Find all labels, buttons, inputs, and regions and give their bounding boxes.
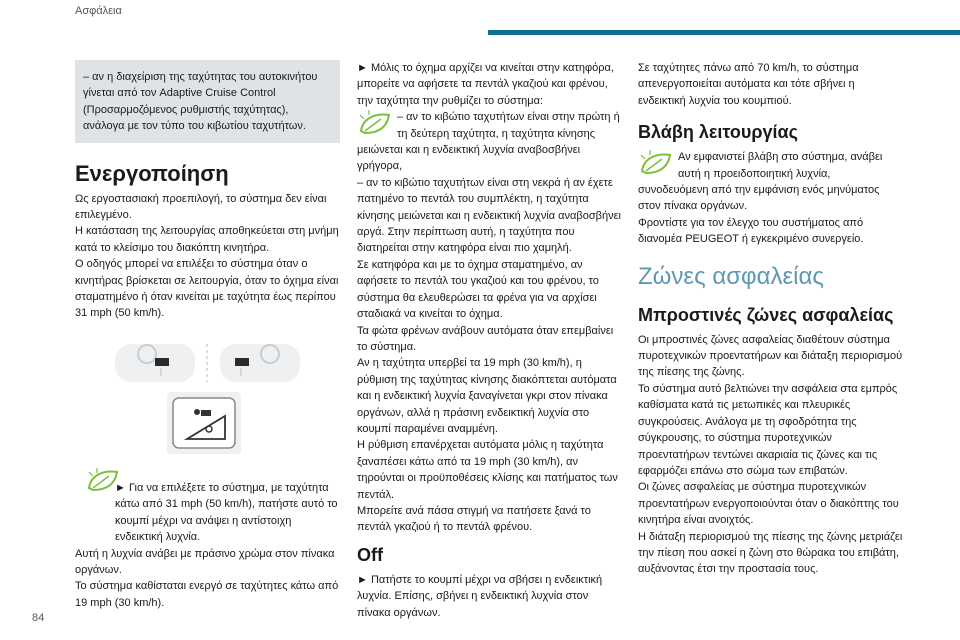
heading-seat-belts: Ζώνες ασφαλείας (638, 262, 824, 290)
paragraph: Φροντίστε για τον έλεγχο του συστήματος από διανομέα PEUGEOT ή εγκεκριμένο συνεργείο. (638, 216, 864, 246)
paragraph: ► Μόλις το όχημα αρχίζει να κινείται στην κατηφόρα, μπορείτε να αφήσετε τα πεντάλ γκαζιού και φρένου, την ταχύτητα την ρυθμίζει το σύστημα: (357, 62, 614, 107)
paragraph: Αν εμφανιστεί βλάβη στο σύστημα, ανάβει αυτή η προειδοποιητική λυχνία, συνοδευόμενη από την εμφάνιση ενός μηνύματος στον πίνακα οργάνων. (638, 151, 883, 213)
paragraph: ► Πατήστε το κουμπί μέχρι να σβήσει η ενδεικτική λυχνία. Επίσης, σβήνει η ενδεικτική λυχνία στον πίνακα οργάνων. (357, 573, 603, 619)
paragraph: Ως εργοστασιακή προεπιλογή, το σύστημα δεν είναι επιλεγμένο. (75, 192, 327, 222)
paragraph: Ο οδηγός μπορεί να επιλέξει το σύστημα όταν ο κινητήρας βρίσκεται σε λειτουργία, όταν το όχημα είναι σταματημένο ή όταν κινείται με ταχύτητα έως περίπου 31 mph (50 km/h). (75, 258, 339, 320)
paragraph: Αν η ταχύτητα υπερβεί τα 19 mph (30 km/h), η ρύθμιση της ταχύτητας κίνησης διακόπτεται αυτόματα και η ενδεικτική λυχνία ξαναγίνεται γκρι στον πίνακα οργάνων, αλλά η πράσινη ενδεικτική λυχνία στο κουμπί παραμένει αναμμένη. (357, 357, 617, 435)
paragraph: ► Για να επιλέξετε το σύστημα, με ταχύτητα κάτω από 31 mph (50 km/h), πατήστε αυτό το κουμπί μέχρι να ανάψει η αντίστοιχη ενδεικτική λυχνία. (115, 481, 338, 544)
page-number: 84 (32, 612, 45, 624)
dashboard-button-figure (75, 344, 340, 502)
running-header: Ασφάλεια (75, 5, 122, 17)
paragraph: Μπορείτε ανά πάσα στιγμή να πατήσετε ξανά το πεντάλ γκαζιού ή το πεντάλ φρένου. (357, 504, 591, 534)
heading-off: Off (357, 544, 383, 565)
paragraph: Το σύστημα καθίσταται ενεργό σε ταχύτητες κάτω από 19 mph (30 km/h). (75, 580, 339, 609)
note-text: – αν η διαχείριση της ταχύτητας του αυτοκινήτου γίνεται από τον Adaptive Cruise Control (Προσαρμοζόμενος ρυθμιστής ταχύτητας), ανάλογα με τον τύπο του κιβωτίου ταχυτήτων. (83, 71, 318, 133)
paragraph: Το σύστημα αυτό βελτιώνει την ασφάλεια στα εμπρός καθίσματα κατά τις μετωπικές και πλευρικές συγκρούσεις. Ανάλογα με τη σφοδρότητα της σύγκρουσης, το σύστημα πυροτεχνικών προεντατήρων τεντώνει ακαριαία τις ζώνες και τις εφαρμόζει επάνω στο σώμα των επιβατών. (638, 382, 898, 477)
heading-activation: Ενεργοποίηση (75, 160, 229, 186)
column-2 (357, 60, 622, 621)
header-accent-bar (488, 30, 960, 35)
heading-front-seat-belts: Μπροστινές ζώνες ασφαλείας (638, 304, 894, 325)
column-1 (75, 60, 340, 611)
paragraph: Οι μπροστινές ζώνες ασφαλείας διαθέτουν σύστημα πυροτεχνικών προεντατήρων και διάταξη περιορισμού της πίεσης της ζώνης. (638, 333, 903, 379)
column-3 (638, 60, 903, 578)
note-box (75, 60, 340, 143)
paragraph: – αν το κιβώτιο ταχυτήτων είναι στην πρώτη ή τη δεύτερη ταχύτητα, η ταχύτητα κίνησης μειώνεται και η ενδεικτική λυχνία αναβοσβήνει γρήγορα, (357, 111, 620, 173)
leaf-icon (357, 109, 391, 135)
paragraph: Οι ζώνες ασφαλείας με σύστημα πυροτεχνικών προεντατήρων ενεργοποιούνται όταν ο διακόπτης του κινητήρα είναι ανοιχτός. (638, 481, 899, 527)
heading-fault: Βλάβη λειτουργίας (638, 122, 798, 143)
paragraph: Η διάταξη περιορισμού της πίεσης της ζώνης μετριάζει την πίεση που ασκεί η ζώνη στο θώρακα του επιβάτη, αυξάνοντας έτσι την προστασία τους. (638, 530, 903, 576)
paragraph: – αν το κιβώτιο ταχυτήτων είναι στη νεκρά ή αν έχετε πατημένο το πεντάλ του συμπλέκτη, η ταχύτητα κίνησης μειώνεται και η ενδεικτική λυχνία αναβοσβήνει αργά. Στην περίπτωση αυτή, η ταχύτητα που διατηρείται στην κατηφόρα είναι πιο χαμηλή. (357, 176, 621, 255)
paragraph: Τα φώτα φρένων ανάβουν αυτόματα όταν επεμβαίνει το σύστημα. (357, 324, 614, 353)
paragraph: Σε κατηφόρα και με το όχημα σταματημένο, αν αφήσετε το πεντάλ του γκαζιού και του φρένου, το σύστημα θα ελευθερώσει τα φρένα για να αρχίσει σταδιακά να κινείται το όχημα. (357, 258, 599, 321)
paragraph: Σε ταχύτητες πάνω από 70 km/h, το σύστημα απενεργοποιείται αυτόματα και τότε σβήνει η ενδεικτική λυχνία του κουμπιού. (638, 62, 859, 107)
paragraph: Η ρύθμιση επανέρχεται αυτόματα μόλις η ταχύτητα ξαναπέσει κάτω από τα 19 mph (30 km/h), αν τηρούνται οι προϋποθέσεις κλίσης και πατήματος των πεντάλ. (357, 439, 618, 501)
paragraph: Αυτή η λυχνία ανάβει με πράσινο χρώμα στον πίνακα οργάνων. (75, 547, 335, 576)
steering-wheel-illustration (75, 344, 340, 502)
leaf-icon (638, 149, 672, 175)
paragraph: Η κατάσταση της λειτουργίας αποθηκεύεται στη μνήμη κατά το κλείσιμο του διακόπτη κινητήρα. (75, 225, 339, 254)
